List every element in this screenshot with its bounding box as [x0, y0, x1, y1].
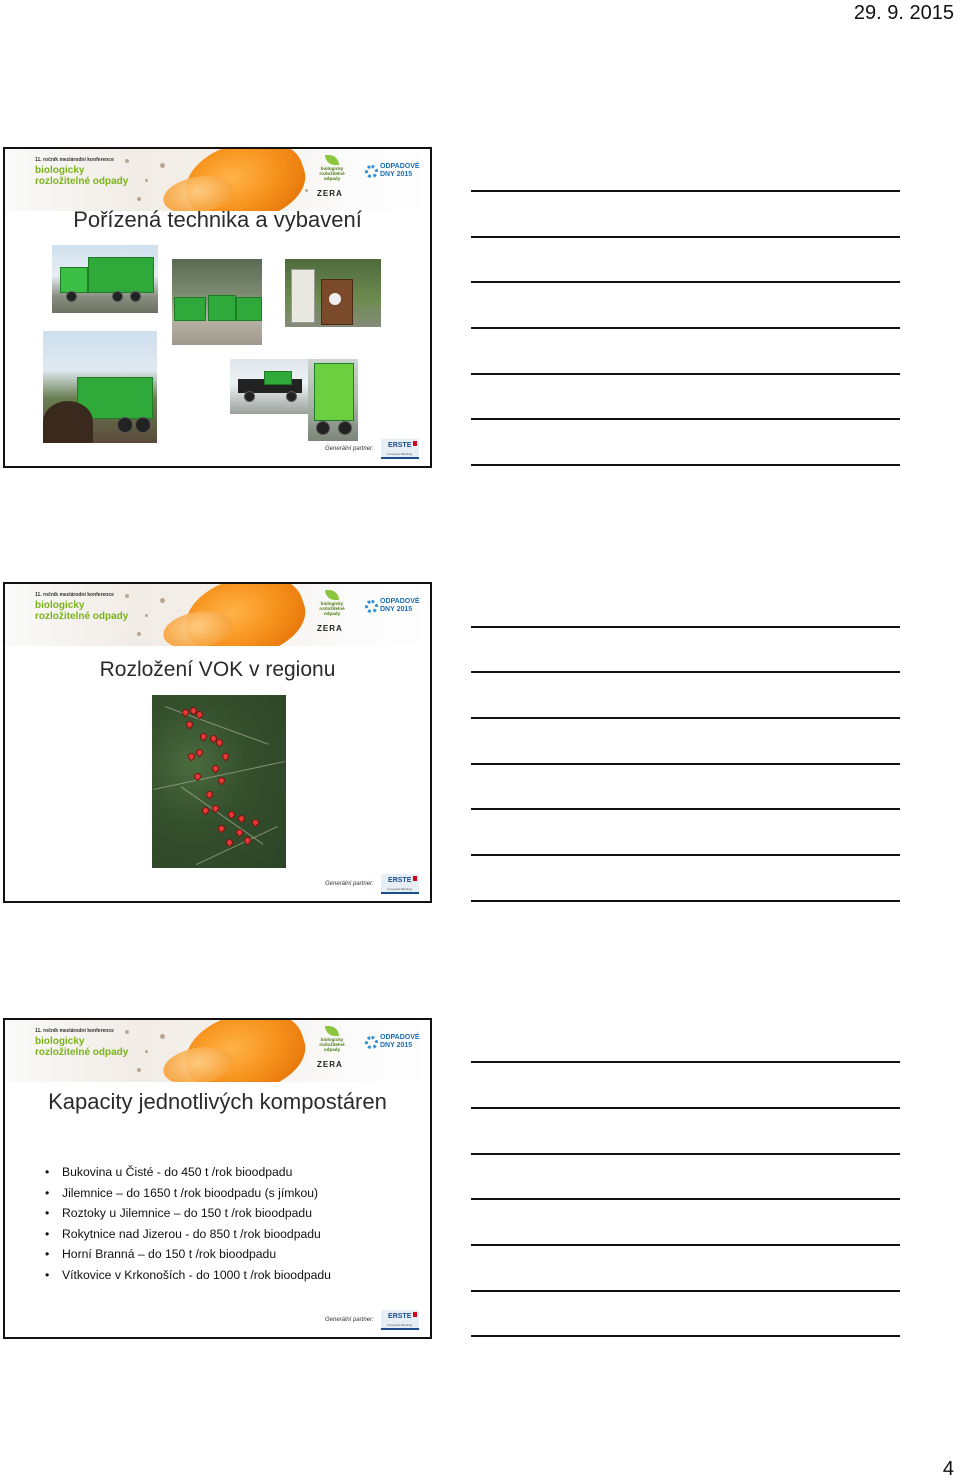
capacity-list	[45, 1162, 331, 1286]
bio-waste-logo: biologicky rozložitelné odpady	[315, 155, 349, 181]
waste-bins-photo	[285, 259, 381, 327]
slide-title: Kapacity jednotlivých kompostáren	[48, 1089, 387, 1114]
conference-edition: 11. ročník meziárodní konference	[35, 157, 114, 163]
screening-machine-photo	[230, 359, 310, 414]
zera-logo: ZERA	[317, 1060, 343, 1069]
list-item: • Roztoky u Jilemnice – do 150 t /rok bioodpadu	[45, 1203, 331, 1224]
partner-footer: Generální partner: ERSTE Corporate Banking	[325, 439, 419, 459]
list-item: • Horní Branná – do 150 t /rok bioodpadu	[45, 1244, 331, 1265]
map-pin-icon	[205, 790, 215, 800]
note-line	[471, 671, 900, 673]
list-item: • Vítkovice v Krkonoších - do 1000 t /rok bioodpadu	[45, 1265, 331, 1286]
truck-container-photo	[52, 245, 158, 313]
conference-banner	[5, 1020, 430, 1082]
dotted-circle-icon	[365, 1036, 378, 1049]
note-line	[471, 190, 900, 192]
shredder-machine-photo	[43, 331, 157, 443]
note-line	[471, 1335, 900, 1337]
partner-footer: Generální partner: ERSTE Corporate Banking	[325, 874, 419, 894]
note-line	[471, 1153, 900, 1155]
leaf-icon	[325, 590, 339, 600]
dotted-circle-icon	[365, 165, 378, 178]
note-line	[471, 763, 900, 765]
compost-turner-photo	[308, 359, 358, 441]
odpadove-dny-logo: ODPADOVÉ DNY 2015	[365, 1034, 420, 1050]
map-pin-icon	[211, 764, 221, 774]
conference-title: biologicky rozložitelné odpady	[35, 1036, 129, 1058]
conference-title: biologicky rozložitelné odpady	[35, 600, 129, 622]
conference-banner	[5, 584, 430, 646]
map-pin-icon	[215, 738, 225, 748]
conference-banner	[5, 149, 430, 211]
map-pin-icon	[237, 814, 247, 824]
region-satellite-map	[152, 695, 286, 868]
map-pin-icon	[185, 720, 195, 730]
note-line	[471, 418, 900, 420]
compost-containers-photo	[172, 259, 262, 345]
odpadove-dny-logo: ODPADOVÉ DNY 2015	[365, 163, 420, 179]
note-line	[471, 900, 900, 902]
slide-region-map	[3, 582, 432, 903]
odpadove-dny-logo: ODPADOVÉ DNY 2015	[365, 598, 420, 614]
note-line	[471, 1198, 900, 1200]
note-line	[471, 1107, 900, 1109]
bio-waste-logo: biologicky rozložitelné odpady	[315, 590, 349, 616]
map-pin-icon	[251, 818, 261, 828]
note-line	[471, 1244, 900, 1246]
erste-logo: ERSTE Corporate Banking	[381, 874, 419, 894]
note-line	[471, 717, 900, 719]
map-pin-icon	[199, 732, 209, 742]
note-line	[471, 1290, 900, 1292]
bio-waste-logo: biologicky rozložitelné odpady	[315, 1026, 349, 1052]
note-line	[471, 464, 900, 466]
note-line	[471, 808, 900, 810]
map-pin-icon	[217, 824, 227, 834]
list-item: • Rokytnice nad Jizerou - do 850 t /rok bioodpadu	[45, 1224, 331, 1245]
conference-title: biologicky rozložitelné odpady	[35, 165, 129, 187]
print-date: 29. 9. 2015	[853, 2, 954, 24]
note-line	[471, 854, 900, 856]
map-pin-icon	[227, 810, 237, 820]
slide-equipment	[3, 147, 432, 468]
partner-footer: Generální partner: ERSTE Corporate Banking	[325, 1310, 419, 1330]
note-line	[471, 327, 900, 329]
erste-logo: ERSTE Corporate Banking	[381, 1310, 419, 1330]
map-pin-icon	[195, 748, 205, 758]
list-item: • Bukovina u Čisté - do 450 t /rok bioodpadu	[45, 1162, 331, 1183]
note-line	[471, 1061, 900, 1063]
conference-edition: 11. ročník meziárodní konference	[35, 592, 114, 598]
note-line	[471, 236, 900, 238]
zera-logo: ZERA	[317, 624, 343, 633]
map-pin-icon	[221, 752, 231, 762]
leaf-icon	[325, 1026, 339, 1036]
list-item: • Jilemnice – do 1650 t /rok bioodpadu (s jímkou)	[45, 1183, 331, 1204]
map-pin-icon	[217, 776, 227, 786]
page-number: 4	[942, 1458, 954, 1480]
leaf-icon	[325, 155, 339, 165]
conference-edition: 11. ročník meziárodní konference	[35, 1028, 114, 1034]
note-line	[471, 281, 900, 283]
erste-logo: ERSTE Corporate Banking	[381, 439, 419, 459]
slide-title: Pořízená technika a vybavení	[73, 207, 362, 232]
note-line	[471, 373, 900, 375]
slide-capacities	[3, 1018, 432, 1339]
note-line	[471, 626, 900, 628]
zera-logo: ZERA	[317, 189, 343, 198]
dotted-circle-icon	[365, 600, 378, 613]
slide-title: Rozložení VOK v regionu	[99, 658, 336, 681]
